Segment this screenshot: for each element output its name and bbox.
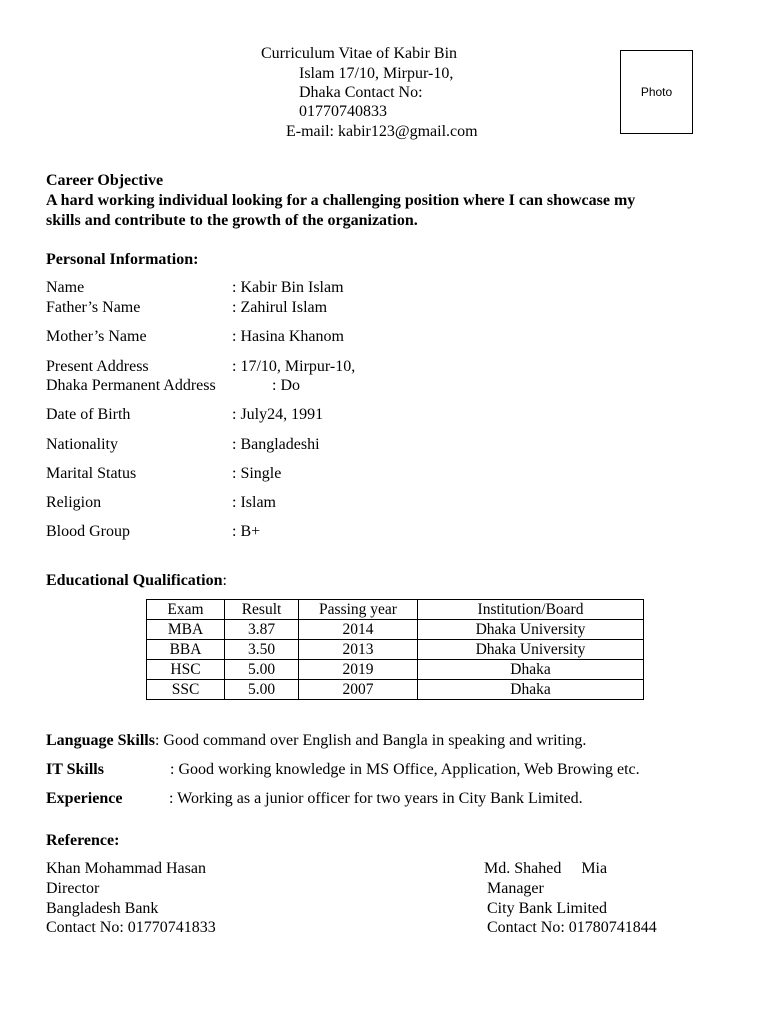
career-objective-line-2: skills and contribute to the growth of the organization.	[46, 212, 418, 229]
table-cell: 2019	[299, 660, 418, 680]
permanent-address-value: : Do	[272, 377, 300, 394]
table-cell: Dhaka	[418, 660, 644, 680]
career-objective-heading: Career Objective	[46, 172, 164, 189]
education-table	[146, 599, 644, 700]
marital-status-value: : Single	[232, 465, 282, 482]
it-skills-value: : Good working knowledge in MS Office, Application, Web Browing etc.	[170, 761, 640, 778]
mother-name-value: : Hasina Khanom	[232, 328, 344, 345]
header-line-2: Islam 17/10, Mirpur-10,	[299, 65, 454, 82]
nationality-label: Nationality	[46, 436, 118, 453]
table-cell: HSC	[147, 660, 225, 680]
column-header-passing-year: Passing year	[299, 600, 418, 620]
career-objective-line-1: A hard working individual looking for a challenging position where I can showcase my	[46, 192, 636, 209]
language-skills-value: : Good command over English and Bangla in speaking and writing.	[154, 732, 587, 749]
photo-label: Photo	[640, 85, 673, 99]
present-address-value: : 17/10, Mirpur-10,	[232, 358, 356, 375]
table-cell: BBA	[147, 640, 225, 660]
photo-placeholder	[620, 50, 693, 134]
reference-heading: Reference:	[46, 832, 120, 849]
language-skills-label: Language Skills	[46, 732, 155, 749]
table-cell: 5.00	[225, 660, 299, 680]
table-cell: SSC	[147, 680, 225, 700]
it-skills-label: IT Skills	[46, 761, 104, 778]
reference-left-title: Director	[46, 880, 100, 897]
table-cell: MBA	[147, 620, 225, 640]
header-line-4: 01770740833	[299, 103, 387, 120]
reference-left-name: Khan Mohammad Hasan	[46, 860, 206, 877]
name-label: Name	[46, 279, 85, 296]
blood-group-label: Blood Group	[46, 523, 130, 540]
personal-info-heading: Personal Information:	[46, 251, 199, 268]
reference-left-org: Bangladesh Bank	[46, 900, 159, 917]
column-header-exam: Exam	[147, 600, 225, 620]
father-name-value: : Zahirul Islam	[232, 299, 328, 316]
table-cell: 3.50	[225, 640, 299, 660]
reference-right-title: Manager	[487, 880, 544, 897]
education-heading-text: Educational Qualification	[46, 572, 223, 589]
table-cell: Dhaka University	[418, 640, 644, 660]
table-cell: Dhaka	[418, 680, 644, 700]
table-cell: 5.00	[225, 680, 299, 700]
table-row	[147, 640, 644, 660]
table-cell: 2013	[299, 640, 418, 660]
blood-group-value: : B+	[232, 523, 261, 540]
education-heading-colon: :	[222, 572, 227, 589]
table-header-row	[147, 600, 644, 620]
header-email: E-mail: kabir123@gmail.com	[286, 123, 478, 140]
column-header-institution: Institution/Board	[418, 600, 644, 620]
table-row	[147, 660, 644, 680]
father-name-label: Father’s Name	[46, 299, 141, 316]
table-row	[147, 620, 644, 640]
dob-label: Date of Birth	[46, 406, 131, 423]
dob-value: : July24, 1991	[232, 406, 324, 423]
table-cell: 2007	[299, 680, 418, 700]
column-header-result: Result	[225, 600, 299, 620]
present-address-label: Present Address	[46, 358, 149, 375]
religion-value: : Islam	[232, 494, 276, 511]
name-value: : Kabir Bin Islam	[232, 279, 344, 296]
reference-right-name: Md. Shahed Mia	[484, 860, 608, 877]
nationality-value: : Bangladeshi	[232, 436, 320, 453]
reference-right-contact: Contact No: 01780741844	[487, 919, 657, 936]
table-row	[147, 680, 644, 700]
marital-status-label: Marital Status	[46, 465, 137, 482]
reference-right-org: City Bank Limited	[487, 900, 607, 917]
education-heading	[46, 571, 227, 591]
religion-label: Religion	[46, 494, 102, 511]
header-line-1: Curriculum Vitae of Kabir Bin	[261, 45, 458, 62]
header-line-3: Dhaka Contact No:	[299, 84, 423, 101]
reference-left-contact: Contact No: 01770741833	[46, 919, 216, 936]
experience-value: : Working as a junior officer for two years in City Bank Limited.	[169, 790, 583, 807]
language-skills	[46, 731, 586, 751]
table-cell: 2014	[299, 620, 418, 640]
permanent-address-label: Dhaka Permanent Address	[46, 377, 216, 394]
mother-name-label: Mother’s Name	[46, 328, 147, 345]
table-cell: 3.87	[225, 620, 299, 640]
experience-label: Experience	[46, 790, 123, 807]
table-cell: Dhaka University	[418, 620, 644, 640]
